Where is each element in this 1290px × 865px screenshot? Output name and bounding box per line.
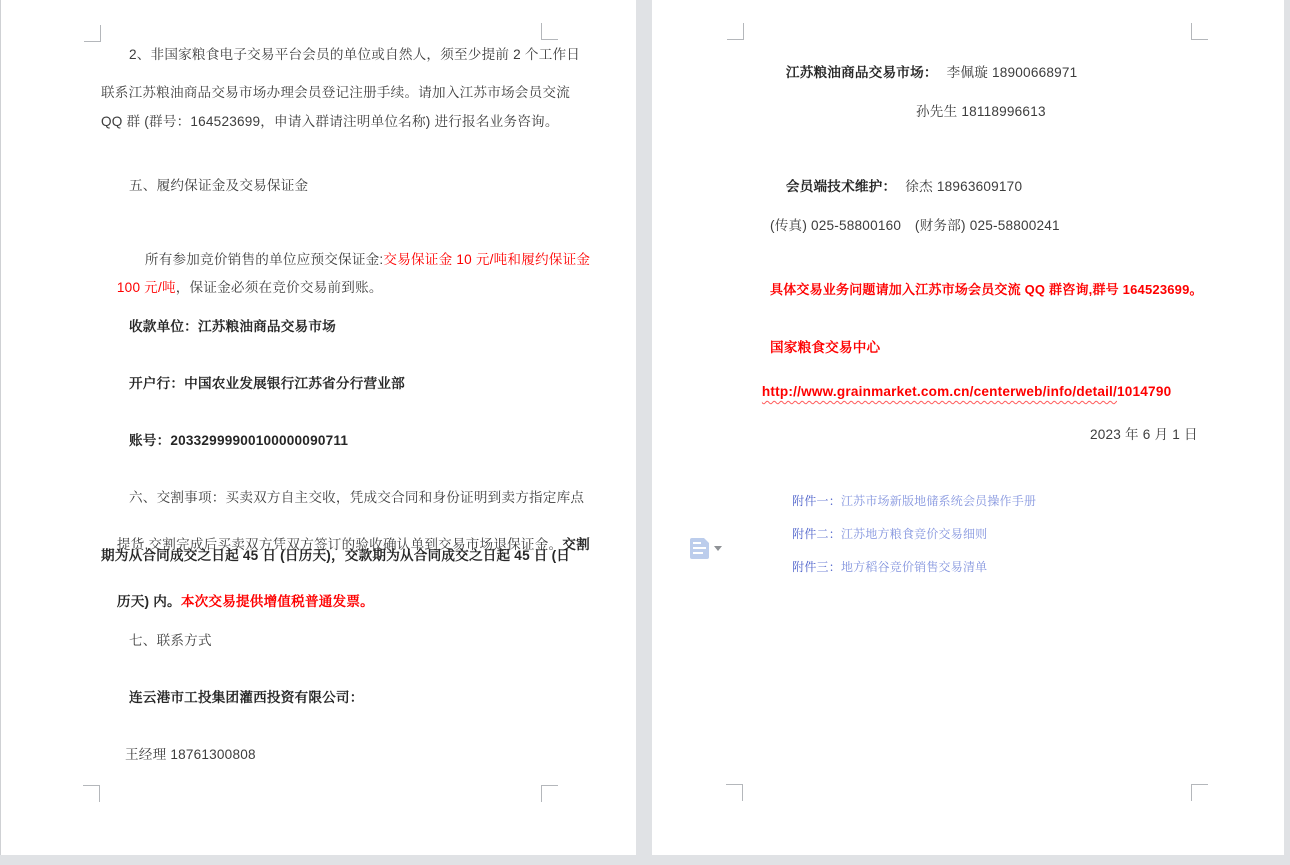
clipboard-line bbox=[693, 542, 701, 544]
qq-notice-line: 具体交易业务问题请加入江苏市场会员交流 QQ 群咨询,群号 164523699。 bbox=[770, 282, 1203, 297]
doc-heading: 五、履约保证金及交易保证金 bbox=[129, 178, 309, 193]
doc-text-red-bold: 本次交易提供增值税普通发票。 bbox=[180, 594, 374, 609]
attachment-row-3 bbox=[778, 540, 987, 594]
url-text[interactable]: http://www.grainmarket.com.cn/centerweb/info/detail/ bbox=[761, 384, 1118, 399]
market-contact: 李佩璇 18900668971 bbox=[946, 65, 1078, 80]
bank-line: 开户行：中国农业发展银行江苏省分行营业部 bbox=[129, 376, 405, 391]
doc-url[interactable] bbox=[746, 365, 1171, 419]
clipboard-line bbox=[693, 552, 703, 554]
center-name-line: 国家粮食交易中心 bbox=[770, 340, 881, 355]
doc-line: 联系江苏粮油商品交易市场办理会员登记注册手续。请加入江苏市场会员交流 bbox=[101, 85, 570, 100]
crop-mark-top-left bbox=[727, 23, 744, 40]
attachment-label: 附件三： bbox=[792, 560, 841, 574]
tech-contact: 徐杰 18963609170 bbox=[905, 179, 1023, 194]
doc-line: 2、非国家粮食电子交易平台会员的单位或自然人，须至少提前 2 个工作日 bbox=[129, 47, 581, 62]
fax-line: (传真) 025-58800160 (财务部) 025-58800241 bbox=[770, 218, 1060, 233]
attachment-label: 附件二： bbox=[792, 527, 841, 541]
crop-mark-bottom-left bbox=[726, 784, 743, 801]
url-id[interactable]: 1014790 bbox=[1117, 384, 1172, 399]
payee-line: 收款单位：江苏粮油商品交易市场 bbox=[129, 319, 336, 334]
doc-date: 2023 年 6 月 1 日 bbox=[1090, 427, 1198, 442]
paste-options-button[interactable] bbox=[690, 535, 730, 561]
company-line: 连云港市工投集团灌西投资有限公司： bbox=[129, 690, 364, 705]
tech-label: 会员端技术维护： bbox=[785, 179, 897, 194]
clipboard-line bbox=[693, 547, 706, 549]
doc-text: 所有参加竞价销售的单位应预交保证金: bbox=[144, 252, 384, 267]
crop-mark-top-right bbox=[1191, 23, 1208, 40]
market-label: 江苏粮油商品交易市场： bbox=[785, 65, 938, 80]
doc-text: 提货,交割完成后买卖双方凭双方签订的验收确认单到交易市场退保证金。 bbox=[116, 537, 563, 552]
crop-mark-top-left bbox=[84, 25, 101, 42]
doc-line bbox=[101, 261, 383, 315]
crop-mark-bottom-right bbox=[1191, 784, 1208, 801]
doc-text-bold: 交割 bbox=[562, 537, 590, 552]
doc-text: ，保证金必须在竞价交易前到账。 bbox=[175, 280, 383, 295]
doc-line: 六、交割事项：买卖双方自主交收，凭成交合同和身份证明到卖方指定库点 bbox=[129, 490, 585, 505]
account-line: 账号：20332999900100000090711 bbox=[129, 433, 349, 448]
tech-contact-line bbox=[770, 160, 1022, 214]
attachment-link[interactable]: 江苏市场新版地储系统会员操作手册 bbox=[840, 494, 1037, 508]
doc-text-red: 100 元/吨 bbox=[116, 280, 176, 295]
doc-line: QQ 群 (群号：164523699，申请入群请注明单位名称) 进行报名业务咨询。 bbox=[101, 114, 559, 129]
crop-mark-bottom-right bbox=[541, 785, 558, 802]
doc-heading: 七、联系方式 bbox=[129, 633, 212, 648]
doc-line: 期为从合同成交之日起 45 日 (日历天)，交款期为从合同成交之日起 45 日 (日 bbox=[101, 548, 571, 563]
attachment-link[interactable]: 江苏地方粮食竞价交易细则 bbox=[840, 527, 988, 541]
attachment-link[interactable]: 地方稻谷竞价销售交易清单 bbox=[840, 560, 988, 574]
contact-line: 王经理 18761300808 bbox=[125, 747, 256, 762]
doc-text-bold: 历天) 内。 bbox=[116, 594, 181, 609]
doc-text-red: 交易保证金 10 元/吨和履约保证金 bbox=[383, 252, 591, 267]
document-page-2[interactable] bbox=[652, 0, 1284, 855]
chevron-down-icon[interactable] bbox=[714, 546, 722, 551]
crop-mark-top-right bbox=[541, 23, 558, 40]
paste-options-icon[interactable] bbox=[690, 538, 709, 559]
document-page-1[interactable] bbox=[1, 0, 636, 855]
contact2-line: 孙先生 18118996613 bbox=[916, 104, 1046, 119]
attachment-label: 附件一： bbox=[792, 494, 841, 508]
market-contact-line bbox=[770, 46, 1077, 100]
doc-line bbox=[101, 575, 374, 629]
crop-mark-bottom-left bbox=[83, 785, 100, 802]
